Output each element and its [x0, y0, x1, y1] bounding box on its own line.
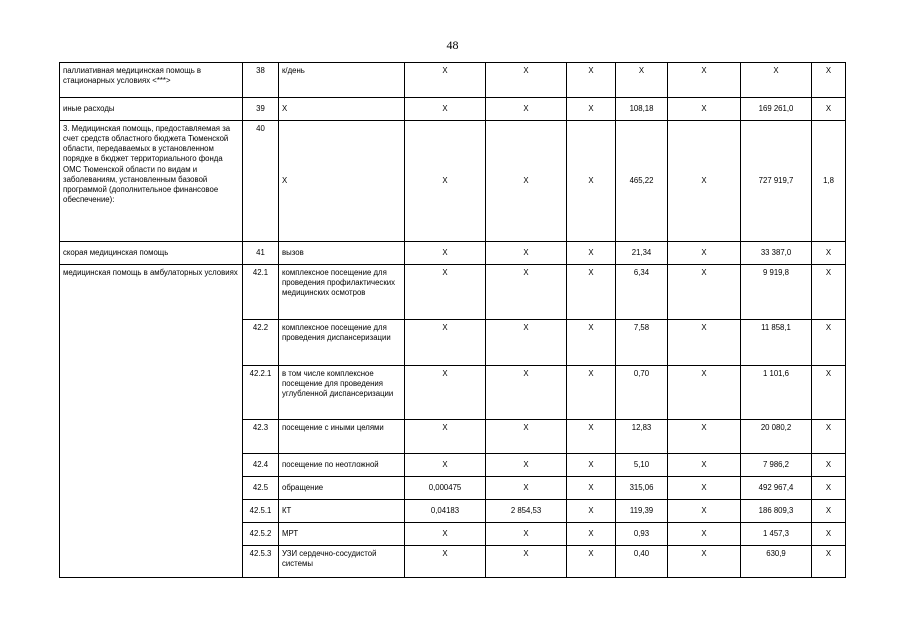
cell-value: 492 967,4	[741, 477, 812, 500]
cell-value: X	[486, 320, 567, 366]
row-unit: к/день	[279, 63, 405, 98]
row-unit: комплексное посещение для проведения профилактических медицинских осмотров	[279, 265, 405, 320]
cell-value: X	[812, 98, 846, 121]
cell-value: X	[812, 366, 846, 420]
row-number: 42.1	[243, 265, 279, 320]
row-number: 42.4	[243, 454, 279, 477]
cell-value: X	[567, 523, 616, 546]
cell-value: 315,06	[616, 477, 668, 500]
cell-value: X	[668, 366, 741, 420]
table-row	[60, 121, 846, 242]
cell-value: 0,000475	[405, 477, 486, 500]
row-unit: обращение	[279, 477, 405, 500]
cell-value: 7 986,2	[741, 454, 812, 477]
cell-value: X	[486, 121, 567, 242]
cell-value: X	[486, 265, 567, 320]
row-name: скорая медицинская помощь	[60, 242, 243, 265]
row-unit: вызов	[279, 242, 405, 265]
cell-value: 6,34	[616, 265, 668, 320]
row-number: 42.5.1	[243, 500, 279, 523]
cell-value: X	[812, 63, 846, 98]
cell-value: X	[405, 320, 486, 366]
cell-value: X	[567, 420, 616, 454]
cell-value: X	[567, 98, 616, 121]
cell-value: 186 809,3	[741, 500, 812, 523]
cell-value: X	[405, 121, 486, 242]
cell-value: X	[741, 63, 812, 98]
cell-value: 1 101,6	[741, 366, 812, 420]
cell-value: X	[486, 420, 567, 454]
cell-value: X	[668, 265, 741, 320]
row-unit: УЗИ сердечно-сосудистой системы	[279, 546, 405, 578]
cell-value: X	[405, 242, 486, 265]
cell-value: 1,8	[812, 121, 846, 242]
cell-value: X	[668, 320, 741, 366]
cell-value: X	[812, 546, 846, 578]
cell-value: X	[486, 523, 567, 546]
cell-value: X	[486, 546, 567, 578]
cell-value: 5,10	[616, 454, 668, 477]
cell-value: 169 261,0	[741, 98, 812, 121]
cell-value: X	[486, 242, 567, 265]
cell-value: X	[405, 454, 486, 477]
cell-value: 727 919,7	[741, 121, 812, 242]
cell-value: 630,9	[741, 546, 812, 578]
cell-value: X	[486, 366, 567, 420]
cell-value: X	[567, 477, 616, 500]
cell-value: X	[405, 265, 486, 320]
cell-value: X	[668, 98, 741, 121]
cell-value: 119,39	[616, 500, 668, 523]
cell-value: 33 387,0	[741, 242, 812, 265]
row-number: 41	[243, 242, 279, 265]
cell-value: X	[567, 500, 616, 523]
table-row	[60, 242, 846, 265]
row-number: 42.5	[243, 477, 279, 500]
cell-value: X	[405, 420, 486, 454]
cell-value: 0,40	[616, 546, 668, 578]
row-unit: посещение с иными целями	[279, 420, 405, 454]
cell-value: 2 854,53	[486, 500, 567, 523]
cell-value: X	[668, 121, 741, 242]
cell-value: X	[567, 366, 616, 420]
cell-value: 7,58	[616, 320, 668, 366]
cell-value: 0,93	[616, 523, 668, 546]
cell-value: X	[812, 420, 846, 454]
cell-value: X	[812, 265, 846, 320]
cell-value: X	[567, 242, 616, 265]
cell-value: 12,83	[616, 420, 668, 454]
cell-value: X	[486, 63, 567, 98]
cell-value: X	[812, 523, 846, 546]
row-unit: посещение по неотложной	[279, 454, 405, 477]
cell-value: X	[668, 523, 741, 546]
cell-value: X	[668, 546, 741, 578]
row-number: 39	[243, 98, 279, 121]
cell-value: X	[486, 98, 567, 121]
cell-value: X	[668, 420, 741, 454]
cell-value: X	[812, 454, 846, 477]
cell-value: X	[668, 242, 741, 265]
cell-value: X	[405, 546, 486, 578]
cell-value: X	[405, 98, 486, 121]
cell-value: X	[405, 366, 486, 420]
row-number: 42.2.1	[243, 366, 279, 420]
page-number: 48	[446, 38, 459, 52]
table-row	[60, 98, 846, 121]
cell-value: X	[567, 546, 616, 578]
cell-value: X	[567, 265, 616, 320]
row-unit: комплексное посещение для проведения диспансеризации	[279, 320, 405, 366]
row-number: 42.5.2	[243, 523, 279, 546]
cell-value: X	[567, 454, 616, 477]
cell-value: 9 919,8	[741, 265, 812, 320]
cell-value: X	[405, 63, 486, 98]
table-row	[60, 265, 846, 320]
cell-value: X	[812, 477, 846, 500]
row-unit: X	[279, 121, 405, 242]
row-name: медицинская помощь в амбулаторных условиях	[60, 265, 243, 578]
row-name: паллиативная медицинская помощь в стационарных условиях <***>	[60, 63, 243, 98]
data-table	[59, 62, 846, 578]
row-unit: КТ	[279, 500, 405, 523]
row-number: 42.3	[243, 420, 279, 454]
row-unit: МРТ	[279, 523, 405, 546]
cell-value: X	[812, 242, 846, 265]
row-number: 42.5.3	[243, 546, 279, 578]
row-number: 42.2	[243, 320, 279, 366]
cell-value: 21,34	[616, 242, 668, 265]
cell-value: X	[668, 63, 741, 98]
row-name: 3. Медицинская помощь, предоставляемая за счет средств областного бюджета Тюменской области, передаваемых в установленном порядке в бюджет территориального фонда ОМС Тюменской области по видам и заболеваниям, установленным базовой программой (дополнительное финансовое обеспечение):	[60, 121, 243, 242]
cell-value: X	[567, 121, 616, 242]
cell-value: 0,70	[616, 366, 668, 420]
cell-value: X	[405, 523, 486, 546]
row-number: 40	[243, 121, 279, 242]
cell-value: X	[486, 454, 567, 477]
row-unit: X	[279, 98, 405, 121]
cell-value: X	[567, 320, 616, 366]
cell-value: X	[668, 477, 741, 500]
row-unit: в том числе комплексное посещение для проведения углубленной диспансеризации	[279, 366, 405, 420]
cell-value: X	[567, 63, 616, 98]
cell-value: 0,04183	[405, 500, 486, 523]
table-row	[60, 63, 846, 98]
cell-value: 108,18	[616, 98, 668, 121]
cell-value: X	[812, 500, 846, 523]
cell-value: X	[668, 500, 741, 523]
cell-value: 465,22	[616, 121, 668, 242]
row-name: иные расходы	[60, 98, 243, 121]
row-number: 38	[243, 63, 279, 98]
cell-value: 20 080,2	[741, 420, 812, 454]
cell-value: X	[812, 320, 846, 366]
cell-value: X	[668, 454, 741, 477]
cell-value: X	[616, 63, 668, 98]
cell-value: X	[486, 477, 567, 500]
cell-value: 1 457,3	[741, 523, 812, 546]
cell-value: 11 858,1	[741, 320, 812, 366]
